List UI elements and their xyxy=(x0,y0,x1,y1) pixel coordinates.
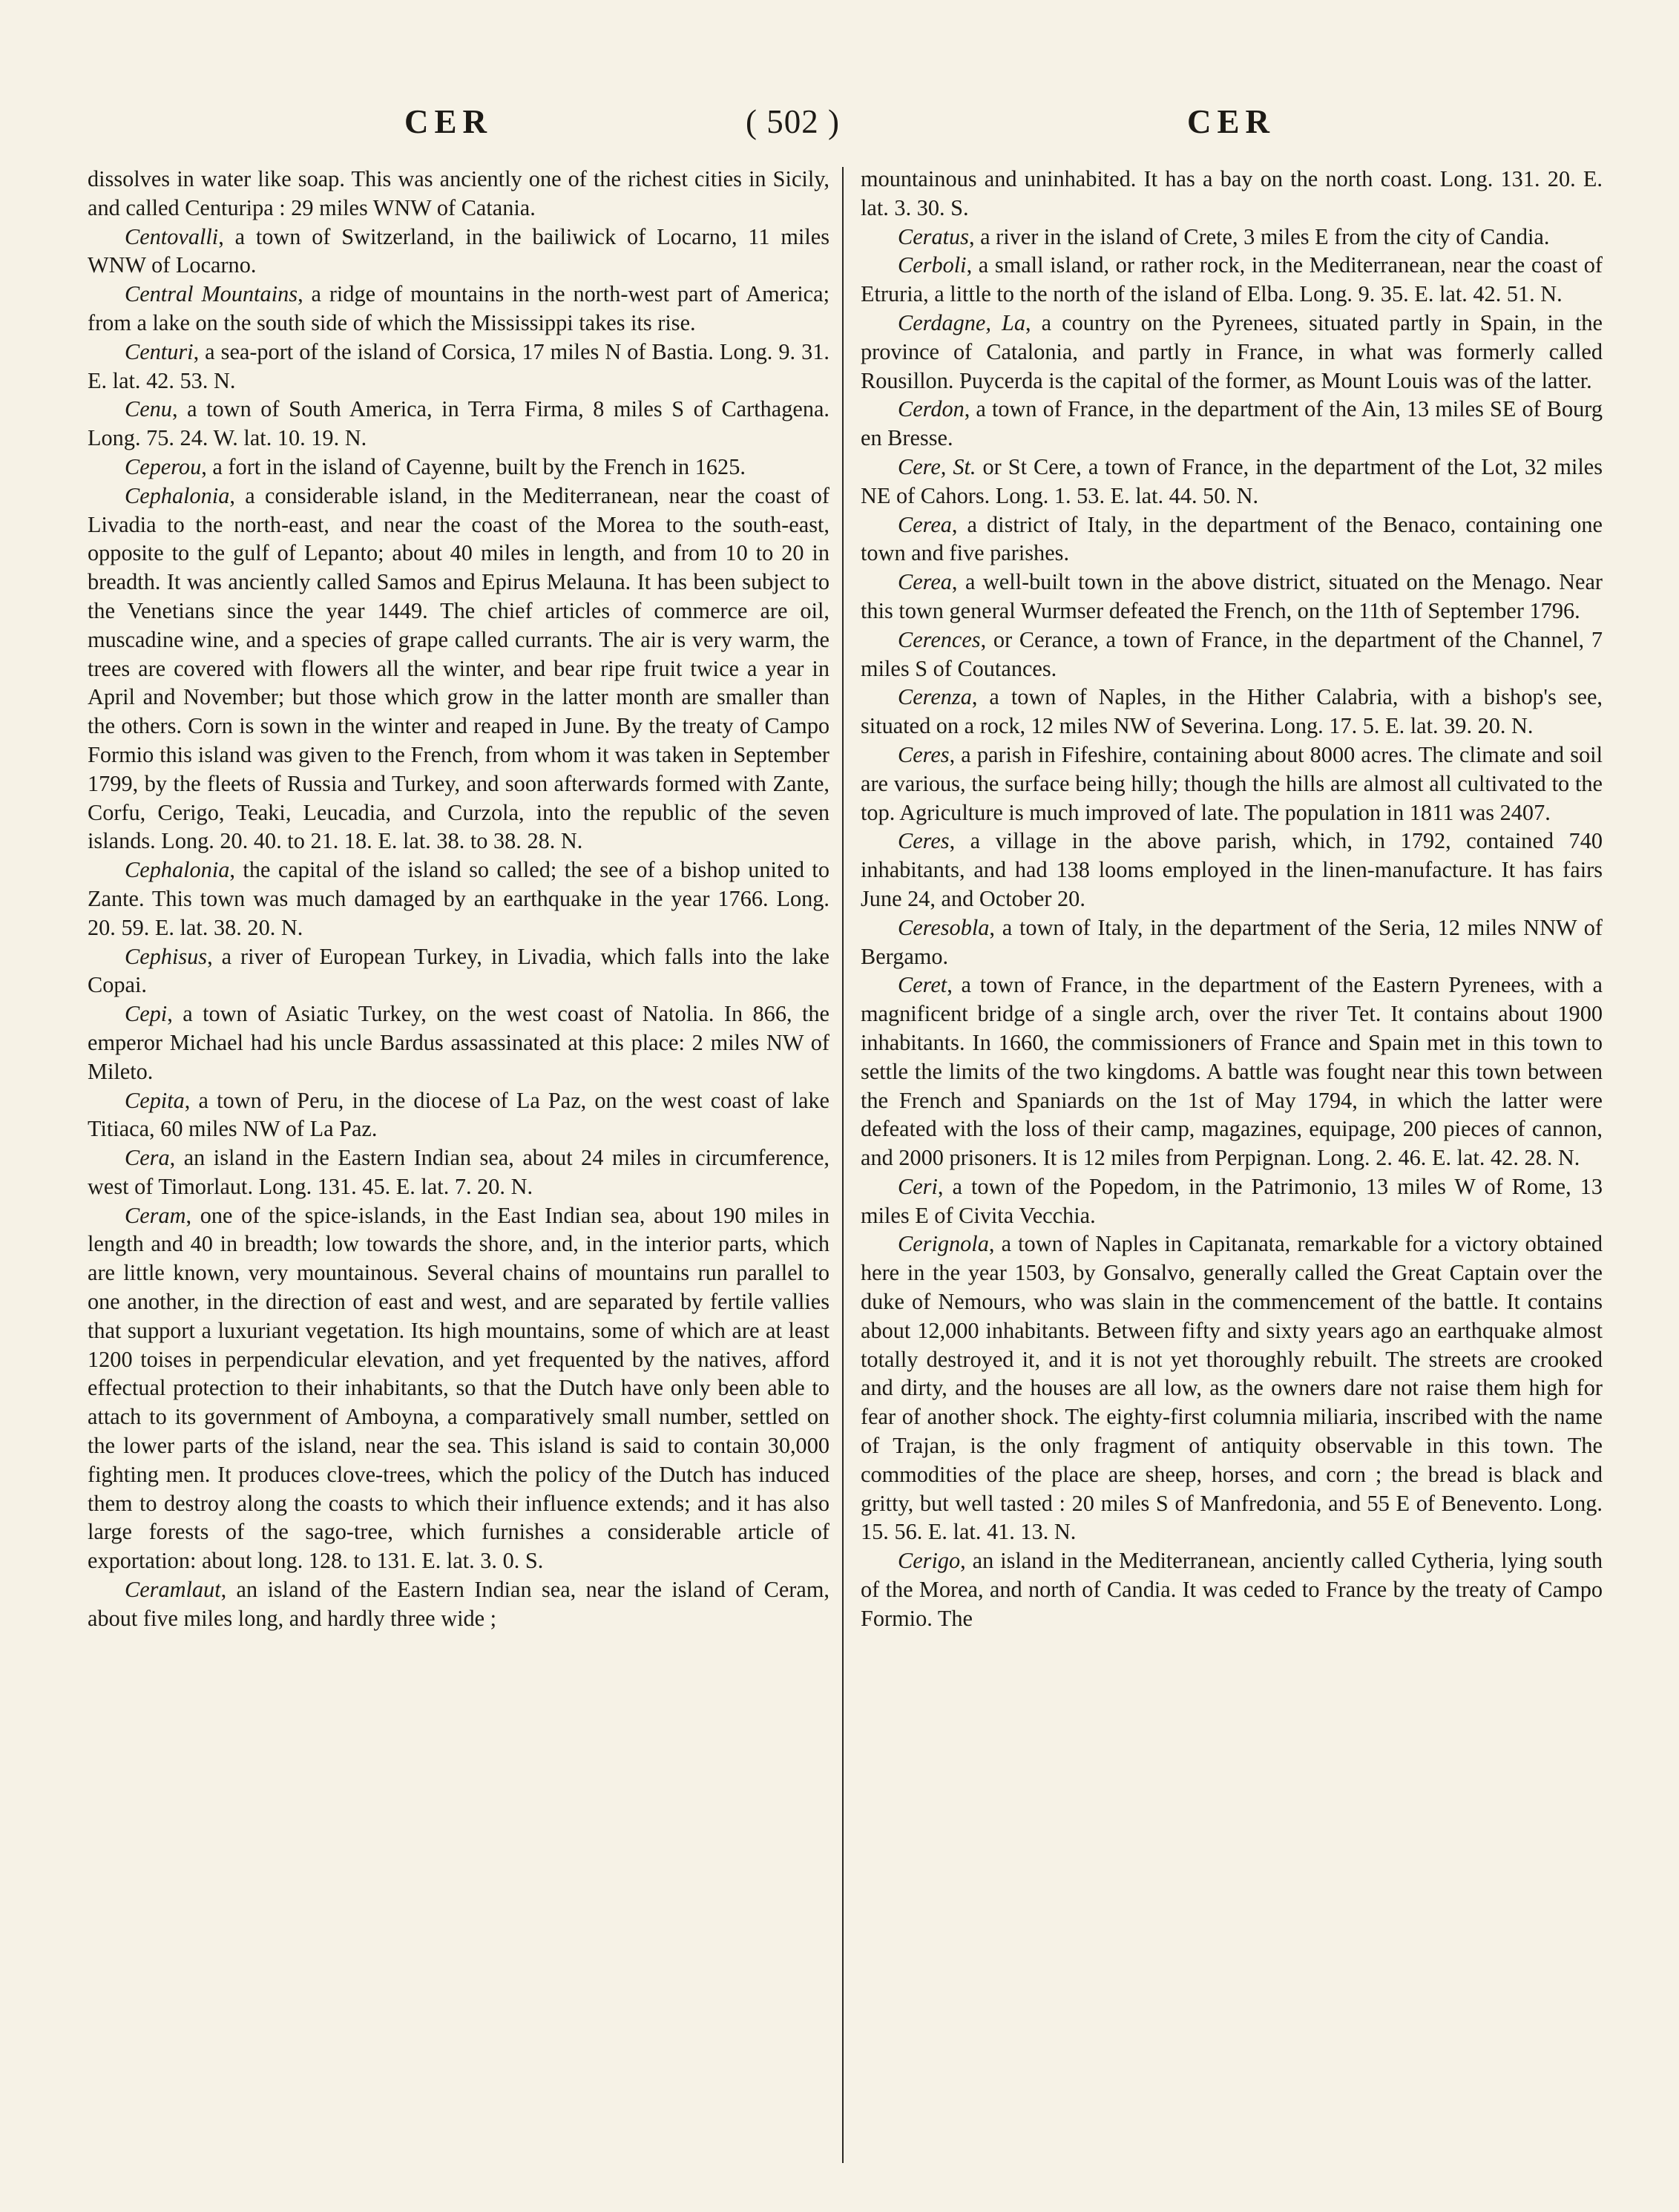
entry-text: , an island in the Eastern Indian sea, about 24 miles in circumference, west of Timorlaut. Long. 131. 45. E. lat. 7. 20. N. xyxy=(88,1145,829,1199)
entry-headword: Cerenza xyxy=(898,684,972,710)
entry-text: , the capital of the island so called; the see of a bishop united to Zante. This town was much damaged by an earthquake in the year 1766. Long. 20. 59. E. lat. 38. 20. N. xyxy=(88,857,829,940)
gazetteer-entry xyxy=(88,856,829,942)
gazetteer-entry xyxy=(861,1230,1603,1546)
entry-text: , a parish in Fifeshire, containing about 8000 acres. The climate and soil are various, the surface being hilly; though the hills are almost all cultivated to the top. Agriculture is much improved of late. The population in 1811 was 2407. xyxy=(861,741,1603,825)
entry-headword: Centovalli xyxy=(125,223,219,249)
entry-text: , a district of Italy, in the department of the Benaco, containing one town and five parishes. xyxy=(861,511,1603,566)
gazetteer-entry xyxy=(861,827,1603,913)
entry-text: , a well-built town in the above district, situated on the Menago. Near this town general Wurmser defeated the French, on the 11th of September 1796. xyxy=(861,569,1603,623)
gazetteer-entry xyxy=(861,683,1603,741)
left-column xyxy=(88,165,829,1633)
entry-text: , a village in the above parish, which, in 1792, contained 740 inhabitants, and had 138 looms employed in the linen-manufacture. It has fairs June 24, and October 20. xyxy=(861,828,1603,911)
right-column xyxy=(861,165,1603,1633)
entry-headword: Ceramlaut xyxy=(125,1577,221,1603)
gazetteer-entry xyxy=(88,942,829,1000)
entry-text: , one of the spice-islands, in the East Indian sea, about 190 miles in length and 40 in breadth; low towards the shore, and, in the interior parts, which are little known, very mountainous. Several chains of mountains run parallel to one another, in the direction of east and west, and are separated by fertile vallies that support a luxuriant vegetation. Its high mountains, some of which are at least 1200 toises in perpendicular elevation, and yet frequented by the natives, afford effectual protection to their inhabitants, so that the Dutch have only been able to attach to its government of Amboyna, a comparatively small number, settled on the lower parts of the island, near the sea. This island is said to contain 30,000 fighting men. It produces clove-trees, which the policy of the Dutch has induced them to destroy along the coasts to which their influence extends; and it has also large forests of the sago-tree, which furnishes a considerable article of exportation: about long. 128. to 131. E. lat. 3. 0. S. xyxy=(88,1202,829,1574)
entry-text: , a town of Naples in Capitanata, remarkable for a victory obtained here in the year 1503, by Gonsalvo, generally called the Great Captain over the duke of Nemours, who was slain in the commencement of the battle. It contains about 12,000 inhabitants. Between fifty and sixty years ago an earthquake almost totally destroyed it, and it is not yet thoroughly rebuilt. The streets are crooked and dirty, and the houses are all low, as the owners dare not raise them high for fear of another shock. The eighty-first columnia miliaria, inscribed with the name of Trajan, is the only fragment of antiquity observable in this town. The commodities of the place are sheep, horses, and corn ; the bread is black and gritty, but well tasted : 20 miles S of Manfredonia, and 55 E of Benevento. Long. 15. 56. E. lat. 41. 13. N. xyxy=(861,1231,1603,1545)
entry-headword: Cepita xyxy=(125,1087,185,1113)
entry-text: , a town of Italy, in the department of the Seria, 12 miles NNW of Bergamo. xyxy=(861,914,1603,969)
entry-headword: Cerignola xyxy=(898,1231,989,1257)
entry-headword: Ceri xyxy=(898,1173,938,1199)
entry-headword: Cenu xyxy=(125,396,172,422)
entry-text: , or Cerance, a town of France, in the department of the Channel, 7 miles S of Coutances. xyxy=(861,626,1603,681)
entry-text: , a fort in the island of Cayenne, built by the French in 1625. xyxy=(201,453,746,479)
entry-headword: Cerboli xyxy=(898,252,967,278)
entry-headword: Cerigo xyxy=(898,1548,961,1574)
entry-headword: Cephisus xyxy=(125,943,208,969)
entry-headword: Cerea xyxy=(898,511,952,537)
entry-headword: Ceratus xyxy=(898,223,969,249)
entry-text: , a town of the Popedom, in the Patrimonio, 13 miles W of Rome, 13 miles E of Civita Vecchia. xyxy=(861,1173,1603,1228)
entry-headword: Cera xyxy=(125,1145,170,1171)
running-header xyxy=(0,102,1679,154)
gazetteer-entry xyxy=(861,1546,1603,1632)
gazetteer-entry xyxy=(88,1575,829,1633)
header-left-keyword: CER xyxy=(404,103,493,140)
entry-text: , an island in the Mediterranean, anciently called Cytheria, lying south of the Morea, and north of Candia. It was ceded to France by the treaty of Campo Formio. The xyxy=(861,1548,1603,1631)
entry-text: , a town of South America, in Terra Firma, 8 miles S of Carthagena. Long. 75. 24. W. lat. 10. 19. N. xyxy=(88,396,829,451)
entry-text: , a town of Naples, in the Hither Calabria, with a bishop's see, situated on a rock, 12 miles NW of Severina. Long. 17. 5. E. lat. 39. 20. N. xyxy=(861,684,1603,739)
gazetteer-entry xyxy=(88,1086,829,1144)
gazetteer-entry xyxy=(861,395,1603,453)
gazetteer-entry xyxy=(88,338,829,396)
gazetteer-entry xyxy=(88,1000,829,1086)
gazetteer-entry xyxy=(88,395,829,453)
gazetteer-entry xyxy=(861,511,1603,568)
gazetteer-entry xyxy=(861,913,1603,971)
gazetteer-entry xyxy=(88,280,829,338)
gazetteer-entry xyxy=(88,165,829,223)
entry-headword: Cerdon xyxy=(898,396,965,422)
entry-text: , a town of France, in the department of the Eastern Pyrenees, with a magnificent bridge of a single arch, over the river Tet. It contains about 1900 inhabitants. In 1660, the commissioners of France and Spain met in this town to settle the limits of the two kingdoms. A battle was fought near this town between the French and Spaniards on the 1st of May 1794, in which the latter were defeated with the loss of their camp, magazines, equipage, 200 pieces of cannon, and 2000 prisoners. It is 12 miles from Perpignan. Long. 2. 46. E. lat. 42. 28. N. xyxy=(861,972,1603,1171)
gazetteer-entry xyxy=(861,453,1603,511)
entry-text: , a town of Asiatic Turkey, on the west coast of Natolia. In 866, the emperor Michael had his uncle Bardus assassinated at this place: 2 miles NW of Mileto. xyxy=(88,1001,829,1084)
entry-text: , a sea-port of the island of Corsica, 17 miles N of Bastia. Long. 9. 31. E. lat. 42. 53. N. xyxy=(88,338,829,393)
entry-text: , a town of Peru, in the diocese of La Paz, on the west coast of lake Titiaca, 60 miles NW of La Paz. xyxy=(88,1087,829,1142)
entry-text: mountainous and uninhabited. It has a bay on the north coast. Long. 131. 20. E. lat. 3. 30. S. xyxy=(861,166,1603,220)
gazetteer-entry xyxy=(88,1201,829,1575)
entry-headword: Cerdagne, La xyxy=(898,309,1025,335)
entry-text: , a considerable island, in the Mediterranean, near the coast of Livadia to the north-east, and near the coast of the Morea to the south-east, opposite to the gulf of Lepanto; about 40 miles in length, and from 10 to 20 in breadth. It was anciently called Samos and Epirus Melauna. It has been subject to the Venetians since the year 1449. The chief articles of commerce are oil, muscadine wine, and a species of grape called currants. The air is very warm, the trees are covered with flowers all the winter, and bear ripe fruit twice a year in April and November; but those which grow in the latter month are smaller than the others. Corn is sown in the winter and reaped in June. By the treaty of Campo Formio this island was given to the French, from whom it was taken in September 1799, by the fleets of Russia and Turkey, and soon afterwards formed with Zante, Corfu, Cerigo, Teaki, Leucadia, and Curzola, into the republic of the seven islands. Long. 20. 40. to 21. 18. E. lat. 38. to 38. 28. N. xyxy=(88,482,829,854)
entry-headword: Ceperou xyxy=(125,453,202,479)
gazetteer-entry xyxy=(861,223,1603,252)
gazetteer-entry xyxy=(861,971,1603,1172)
entry-text: , a town of France, in the department of the Ain, 13 miles SE of Bourg en Bresse. xyxy=(861,396,1603,451)
entry-text: , a small island, or rather rock, in the Mediterranean, near the coast of Etruria, a little to the north of the island of Elba. Long. 9. 35. E. lat. 42. 51. N. xyxy=(861,252,1603,307)
entry-text: , a town of Switzerland, in the bailiwick of Locarno, 11 miles WNW of Locarno. xyxy=(88,223,829,278)
entry-headword: Ceresobla xyxy=(898,914,990,940)
entry-text: , a river of European Turkey, in Livadia, which falls into the lake Copai. xyxy=(88,943,829,998)
entry-text: , an island of the Eastern Indian sea, near the island of Ceram, about five miles long, and hardly three wide ; xyxy=(88,1577,829,1631)
entry-headword: Ceres xyxy=(898,741,950,767)
gazetteer-entry xyxy=(861,626,1603,683)
gazetteer-entry xyxy=(861,165,1603,223)
gazetteer-entry xyxy=(88,453,829,482)
entry-text: dissolves in water like soap. This was anciently one of the richest cities in Sicily, and called Centuripa : 29 miles WNW of Catania. xyxy=(88,166,829,220)
entry-headword: Cephalonia xyxy=(125,482,230,508)
entry-headword: Ceram xyxy=(125,1202,186,1228)
gazetteer-entry xyxy=(88,1143,829,1201)
entry-headword: Cephalonia xyxy=(125,857,230,883)
entry-headword: Cerea xyxy=(898,569,952,595)
entry-text: , a ridge of mountains in the north-west part of America; from a lake on the south side of which the Mississippi takes its rise. xyxy=(88,281,829,335)
header-right-keyword: CER xyxy=(1187,103,1276,140)
entry-headword: Ceres xyxy=(898,828,950,854)
entry-headword: Cerences xyxy=(898,626,981,652)
entry-headword: Cepi xyxy=(125,1001,168,1027)
gazetteer-entry xyxy=(88,223,829,280)
entry-headword: Cere, St. xyxy=(898,453,976,479)
entry-text: or St Cere, a town of France, in the department of the Lot, 32 miles NE of Cahors. Long. 1. 53. E. lat. 44. 50. N. xyxy=(861,453,1603,508)
page-number: ( 502 ) xyxy=(746,103,840,140)
gazetteer-entry xyxy=(861,741,1603,827)
gazetteer-entry xyxy=(88,482,829,856)
entry-text: , a river in the island of Crete, 3 miles E from the city of Candia. xyxy=(968,223,1550,249)
entry-headword: Centuri xyxy=(125,338,194,364)
entry-headword: Ceret xyxy=(898,972,947,998)
entry-headword: Central Mountains xyxy=(125,281,298,307)
gazetteer-entry xyxy=(861,1172,1603,1230)
entry-text: , a country on the Pyrenees, situated partly in Spain, in the province of Catalonia, and partly in France, in what was formerly called Rousillon. Puycerda is the capital of the former, as Mount Louis was of the latter. xyxy=(861,309,1603,393)
gazetteer-entry xyxy=(861,309,1603,395)
gazetteer-entry xyxy=(861,568,1603,626)
column-divider xyxy=(842,167,844,2163)
gazetteer-entry xyxy=(861,251,1603,309)
